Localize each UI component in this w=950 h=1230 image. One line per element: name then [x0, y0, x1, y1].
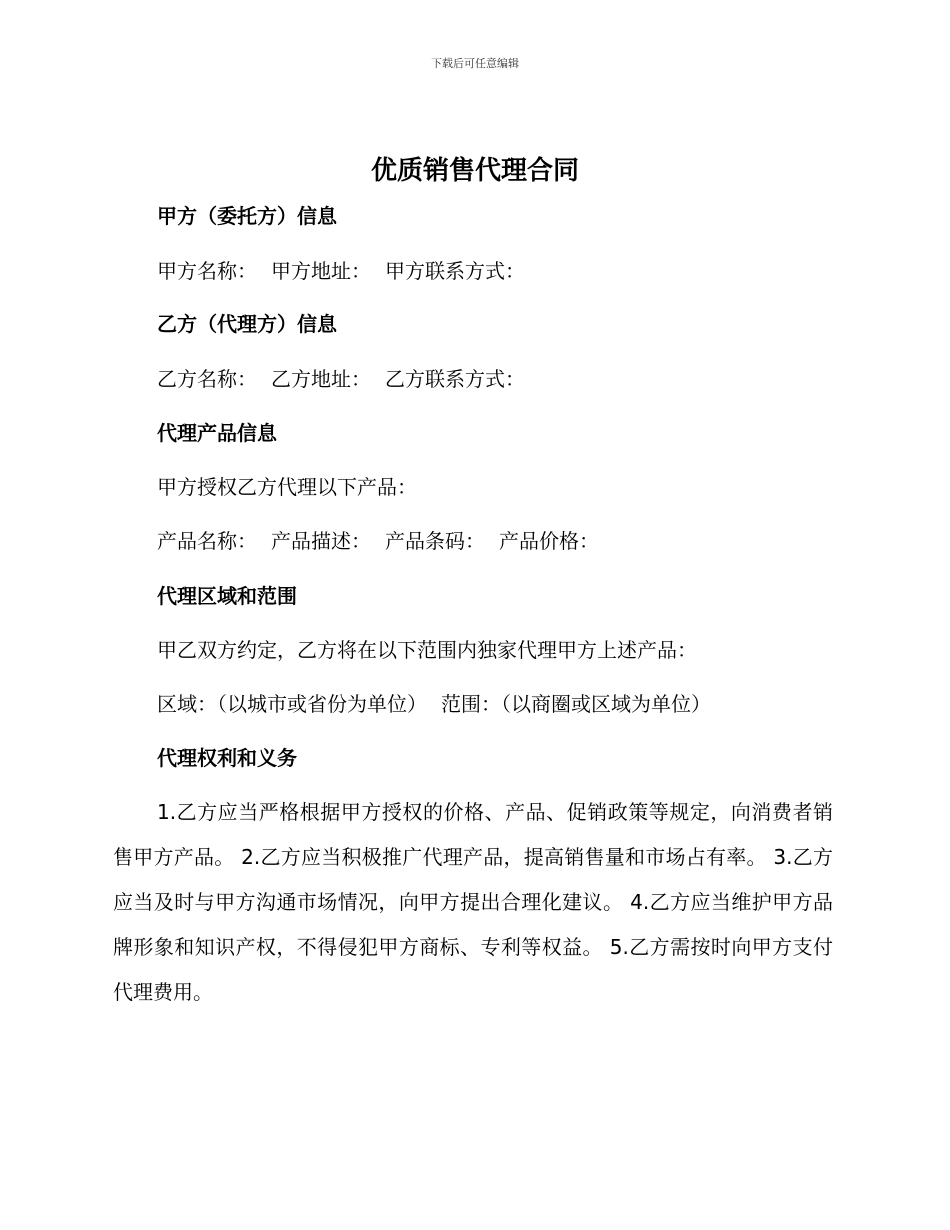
rights-body: 1.乙方应当严格根据甲方授权的价格、产品、促销政策等规定，向消费者销售甲方产品。 2.乙方应当积极推广代理产品，提高销售量和市场占有率。 3.乙方应当及时与甲方沟通市场情况，向甲方提出合理化建议。 4.乙方应当维护甲方品牌形象和知识产权，不得侵犯甲方商标、专利等权益。 5.乙方需按时向甲方支付代理费用。 [113, 800, 833, 1004]
scope-value: （以商圈或区域为单位） [501, 692, 711, 716]
party-b-fields [157, 363, 525, 392]
product-barcode-label: 产品条码： [385, 529, 485, 553]
region-value: （以城市或省份为单位） [217, 692, 427, 716]
document-title: 优质销售代理合同 [370, 156, 579, 186]
region-intro: 甲乙双方约定，乙方将在以下范围内独家代理甲方上述产品： [157, 638, 697, 662]
party-a-address-label: 甲方地址： [271, 259, 371, 283]
scope-label: 范围： [441, 692, 501, 716]
page-header-note: 下载后可任意编辑 [431, 57, 519, 70]
product-intro: 甲方授权乙方代理以下产品： [157, 475, 417, 499]
region-heading: 代理区域和范围 [157, 584, 297, 608]
rights-heading: 代理权利和义务 [157, 746, 297, 770]
product-description-label: 产品描述： [271, 529, 371, 553]
product-name-label: 产品名称： [157, 529, 257, 553]
party-b-name-label: 乙方名称： [157, 367, 257, 391]
party-b-address-label: 乙方地址： [271, 367, 371, 391]
party-b-heading: 乙方（代理方）信息 [157, 312, 337, 336]
party-a-heading: 甲方（委托方）信息 [157, 204, 337, 228]
region-label: 区域： [157, 692, 217, 716]
product-fields [157, 525, 599, 554]
product-price-label: 产品价格： [499, 529, 599, 553]
party-b-contact-label: 乙方联系方式： [385, 367, 525, 391]
party-a-contact-label: 甲方联系方式： [385, 259, 525, 283]
party-a-fields [157, 255, 525, 284]
product-heading: 代理产品信息 [157, 421, 277, 445]
region-fields [157, 688, 711, 717]
party-a-name-label: 甲方名称： [157, 259, 257, 283]
